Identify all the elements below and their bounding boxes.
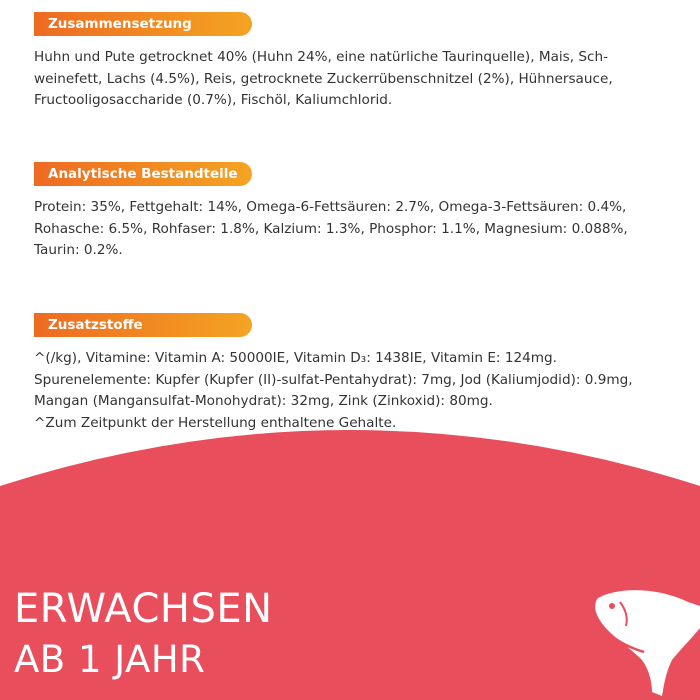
text-line: Protein: 35%, Fettgehalt: 14%, Omega-6-Fettsäuren: 2.7%, Omega-3-Fettsäuren: 0.4%,: [34, 199, 627, 215]
text-line: Huhn und Pute getrocknet 40% (Huhn 24%, eine natürliche Taurinquelle), Mais, Sch-: [34, 49, 609, 65]
section-heading: Zusammensetzung: [34, 12, 252, 36]
banner-subtitle: AB 1 JAHR: [14, 638, 206, 681]
text-line: Fructooligosaccharide (0.7%), Fischöl, Kaliumchlorid.: [34, 92, 393, 108]
text-line: Rohasche: 6.5%, Rohfaser: 1.8%, Kalzium: 1.3%, Phosphor: 1.1%, Magnesium: 0.088%,: [34, 220, 628, 237]
text-line: weinefett, Lachs (4.5%), Reis, getrocknete Zuckerrübenschnitzel (2%), Hühnersauce,: [34, 70, 613, 87]
text-line: Taurin: 0.2%.: [34, 242, 123, 258]
section-heading: Analytische Bestandteile: [34, 162, 252, 186]
text-line: ^(/kg), Vitamine: Vitamin A: 50000IE, Vitamin D₃: 1438IE, Vitamin E: 124mg.: [34, 350, 557, 366]
section-heading: Zusatzstoffe: [34, 313, 252, 337]
text-line: Spurenelemente: Kupfer (Kupfer (II)-sulfat-Pentahydrat): 7mg, Jod (Kaliumjodid): 0.9mg,: [34, 371, 633, 388]
text-line: Mangan (Mangansulfat-Monohydrat): 32mg, Zink (Zinkoxid): 80mg.: [34, 393, 493, 409]
text-line: ^Zum Zeitpunkt der Herstellung enthaltene Gehalte.: [34, 414, 397, 431]
banner-title: ERWACHSEN: [14, 586, 273, 632]
